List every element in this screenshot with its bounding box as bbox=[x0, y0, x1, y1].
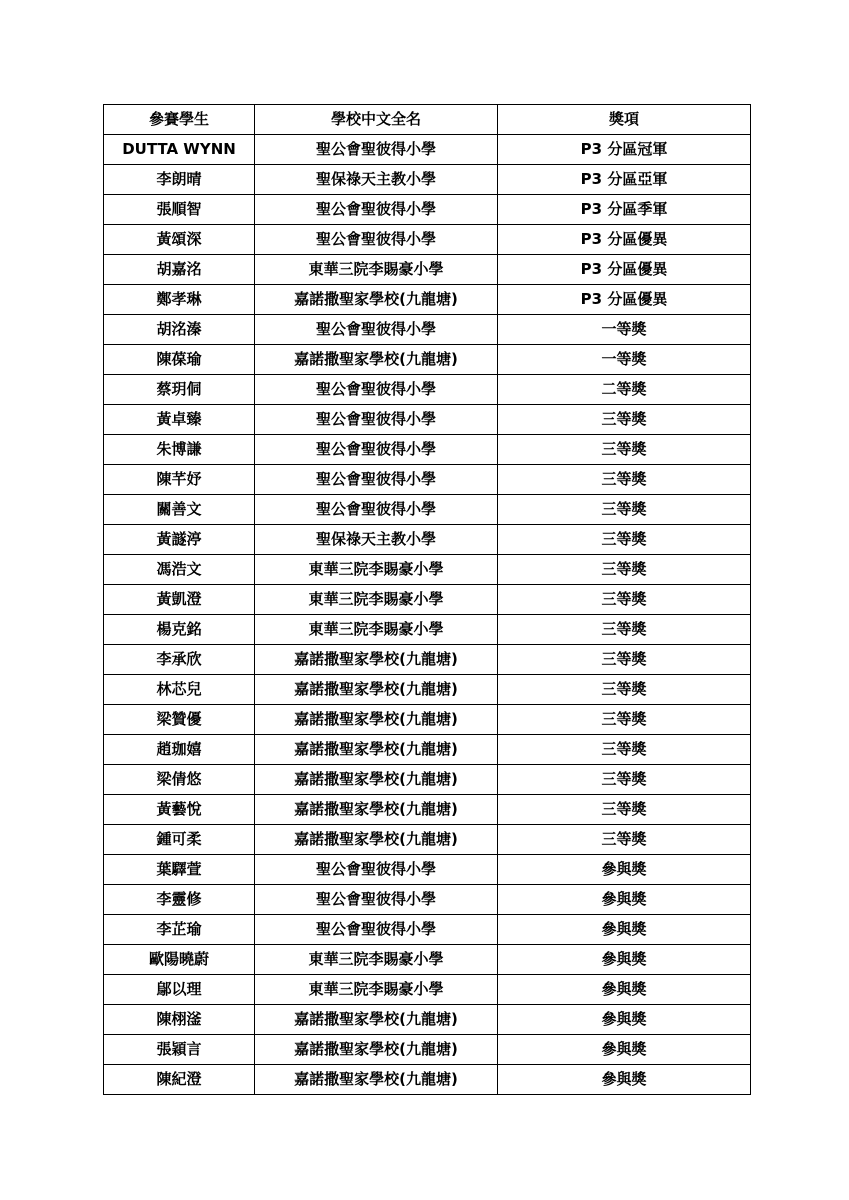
award-cell: 三等獎 bbox=[498, 555, 751, 585]
award-cell: 三等獎 bbox=[498, 435, 751, 465]
award-cell: 三等獎 bbox=[498, 615, 751, 645]
student-name-cell: 李靈修 bbox=[104, 885, 255, 915]
table-row bbox=[104, 825, 751, 855]
school-name-cell: 聖公會聖彼得小學 bbox=[255, 465, 498, 495]
award-cell: 三等獎 bbox=[498, 495, 751, 525]
results-table bbox=[103, 104, 751, 1095]
school-name-cell: 聖公會聖彼得小學 bbox=[255, 405, 498, 435]
table-row bbox=[104, 795, 751, 825]
student-name-cell: 陳葆瑜 bbox=[104, 345, 255, 375]
award-cell: 一等獎 bbox=[498, 315, 751, 345]
table-row bbox=[104, 255, 751, 285]
student-name-cell: 朱博謙 bbox=[104, 435, 255, 465]
award-cell: 參與獎 bbox=[498, 1065, 751, 1095]
student-name-cell: 陳栩滏 bbox=[104, 1005, 255, 1035]
student-name-cell: 鍾可柔 bbox=[104, 825, 255, 855]
table-row bbox=[104, 195, 751, 225]
table-body bbox=[104, 135, 751, 1095]
school-name-cell: 嘉諾撒聖家學校(九龍塘) bbox=[255, 705, 498, 735]
student-name-cell: 胡嘉洺 bbox=[104, 255, 255, 285]
header-student: 參賽學生 bbox=[104, 105, 255, 135]
table-row bbox=[104, 645, 751, 675]
table-row bbox=[104, 1035, 751, 1065]
award-cell: 參與獎 bbox=[498, 975, 751, 1005]
school-name-cell: 嘉諾撒聖家學校(九龍塘) bbox=[255, 1065, 498, 1095]
student-name-cell: 黃卓臻 bbox=[104, 405, 255, 435]
header-award: 獎項 bbox=[498, 105, 751, 135]
student-name-cell: 黃藝悅 bbox=[104, 795, 255, 825]
student-name-cell: 黃頌深 bbox=[104, 225, 255, 255]
student-name-cell: 趙珈嬉 bbox=[104, 735, 255, 765]
school-name-cell: 東華三院李賜豪小學 bbox=[255, 555, 498, 585]
table-row bbox=[104, 975, 751, 1005]
award-cell: 三等獎 bbox=[498, 735, 751, 765]
award-cell: 三等獎 bbox=[498, 795, 751, 825]
table-row bbox=[104, 315, 751, 345]
table-row bbox=[104, 345, 751, 375]
award-cell: 參與獎 bbox=[498, 945, 751, 975]
table-row bbox=[104, 885, 751, 915]
table-row bbox=[104, 585, 751, 615]
school-name-cell: 嘉諾撒聖家學校(九龍塘) bbox=[255, 765, 498, 795]
table-row bbox=[104, 285, 751, 315]
school-name-cell: 嘉諾撒聖家學校(九龍塘) bbox=[255, 825, 498, 855]
table-row bbox=[104, 555, 751, 585]
school-name-cell: 嘉諾撒聖家學校(九龍塘) bbox=[255, 795, 498, 825]
table-row bbox=[104, 225, 751, 255]
student-name-cell: 陳芊妤 bbox=[104, 465, 255, 495]
school-name-cell: 聖公會聖彼得小學 bbox=[255, 195, 498, 225]
table-row bbox=[104, 915, 751, 945]
school-name-cell: 聖公會聖彼得小學 bbox=[255, 225, 498, 255]
award-cell: P3 分區優異 bbox=[498, 255, 751, 285]
student-name-cell: 李芷瑜 bbox=[104, 915, 255, 945]
student-name-cell: 楊克銘 bbox=[104, 615, 255, 645]
table-row bbox=[104, 495, 751, 525]
award-cell: P3 分區優異 bbox=[498, 285, 751, 315]
award-cell: 三等獎 bbox=[498, 525, 751, 555]
student-name-cell: 林芯兒 bbox=[104, 675, 255, 705]
award-cell: 一等獎 bbox=[498, 345, 751, 375]
header-row bbox=[104, 105, 751, 135]
table-row bbox=[104, 765, 751, 795]
student-name-cell: 關善文 bbox=[104, 495, 255, 525]
school-name-cell: 東華三院李賜豪小學 bbox=[255, 585, 498, 615]
table-row bbox=[104, 1005, 751, 1035]
school-name-cell: 聖公會聖彼得小學 bbox=[255, 495, 498, 525]
student-name-cell: 黃譢渟 bbox=[104, 525, 255, 555]
school-name-cell: 聖公會聖彼得小學 bbox=[255, 135, 498, 165]
school-name-cell: 東華三院李賜豪小學 bbox=[255, 615, 498, 645]
student-name-cell: 張穎言 bbox=[104, 1035, 255, 1065]
table-row bbox=[104, 735, 751, 765]
school-name-cell: 聖保祿天主教小學 bbox=[255, 525, 498, 555]
award-cell: 三等獎 bbox=[498, 645, 751, 675]
student-name-cell: DUTTA WYNN bbox=[104, 135, 255, 165]
award-cell: 三等獎 bbox=[498, 825, 751, 855]
student-name-cell: 馮浩文 bbox=[104, 555, 255, 585]
school-name-cell: 聖公會聖彼得小學 bbox=[255, 435, 498, 465]
header-school: 學校中文全名 bbox=[255, 105, 498, 135]
table-row bbox=[104, 705, 751, 735]
award-cell: 參與獎 bbox=[498, 1035, 751, 1065]
table-row bbox=[104, 1065, 751, 1095]
student-name-cell: 黃凱澄 bbox=[104, 585, 255, 615]
table-row bbox=[104, 615, 751, 645]
student-name-cell: 李朗晴 bbox=[104, 165, 255, 195]
student-name-cell: 鄔以理 bbox=[104, 975, 255, 1005]
school-name-cell: 聖公會聖彼得小學 bbox=[255, 855, 498, 885]
student-name-cell: 李承欣 bbox=[104, 645, 255, 675]
student-name-cell: 蔡玥侗 bbox=[104, 375, 255, 405]
table-row bbox=[104, 405, 751, 435]
school-name-cell: 嘉諾撒聖家學校(九龍塘) bbox=[255, 1035, 498, 1065]
school-name-cell: 嘉諾撒聖家學校(九龍塘) bbox=[255, 645, 498, 675]
school-name-cell: 嘉諾撒聖家學校(九龍塘) bbox=[255, 675, 498, 705]
award-cell: 參與獎 bbox=[498, 915, 751, 945]
school-name-cell: 聖公會聖彼得小學 bbox=[255, 315, 498, 345]
table-header bbox=[104, 105, 751, 135]
student-name-cell: 胡洺溱 bbox=[104, 315, 255, 345]
award-cell: 三等獎 bbox=[498, 465, 751, 495]
award-cell: P3 分區亞軍 bbox=[498, 165, 751, 195]
student-name-cell: 梁倩悠 bbox=[104, 765, 255, 795]
school-name-cell: 東華三院李賜豪小學 bbox=[255, 255, 498, 285]
student-name-cell: 張順智 bbox=[104, 195, 255, 225]
student-name-cell: 鄭孝琳 bbox=[104, 285, 255, 315]
table-row bbox=[104, 675, 751, 705]
student-name-cell: 葉驛萱 bbox=[104, 855, 255, 885]
table-row bbox=[104, 855, 751, 885]
award-cell: 三等獎 bbox=[498, 765, 751, 795]
school-name-cell: 嘉諾撒聖家學校(九龍塘) bbox=[255, 285, 498, 315]
table-row bbox=[104, 465, 751, 495]
school-name-cell: 聖保祿天主教小學 bbox=[255, 165, 498, 195]
table-row bbox=[104, 435, 751, 465]
award-cell: 三等獎 bbox=[498, 405, 751, 435]
table-row bbox=[104, 525, 751, 555]
award-cell: 三等獎 bbox=[498, 705, 751, 735]
school-name-cell: 嘉諾撒聖家學校(九龍塘) bbox=[255, 735, 498, 765]
school-name-cell: 聖公會聖彼得小學 bbox=[255, 885, 498, 915]
table-row bbox=[104, 375, 751, 405]
school-name-cell: 聖公會聖彼得小學 bbox=[255, 915, 498, 945]
school-name-cell: 聖公會聖彼得小學 bbox=[255, 375, 498, 405]
table-row bbox=[104, 945, 751, 975]
table-row bbox=[104, 135, 751, 165]
award-cell: 參與獎 bbox=[498, 885, 751, 915]
award-cell: P3 分區季軍 bbox=[498, 195, 751, 225]
school-name-cell: 嘉諾撒聖家學校(九龍塘) bbox=[255, 345, 498, 375]
award-cell: P3 分區冠軍 bbox=[498, 135, 751, 165]
school-name-cell: 東華三院李賜豪小學 bbox=[255, 945, 498, 975]
table-row bbox=[104, 165, 751, 195]
school-name-cell: 東華三院李賜豪小學 bbox=[255, 975, 498, 1005]
student-name-cell: 陳紀澄 bbox=[104, 1065, 255, 1095]
student-name-cell: 歐陽曉蔚 bbox=[104, 945, 255, 975]
school-name-cell: 嘉諾撒聖家學校(九龍塘) bbox=[255, 1005, 498, 1035]
award-cell: 三等獎 bbox=[498, 675, 751, 705]
award-cell: 二等獎 bbox=[498, 375, 751, 405]
student-name-cell: 梁贊優 bbox=[104, 705, 255, 735]
award-cell: P3 分區優異 bbox=[498, 225, 751, 255]
award-cell: 參與獎 bbox=[498, 1005, 751, 1035]
award-cell: 參與獎 bbox=[498, 855, 751, 885]
award-cell: 三等獎 bbox=[498, 585, 751, 615]
